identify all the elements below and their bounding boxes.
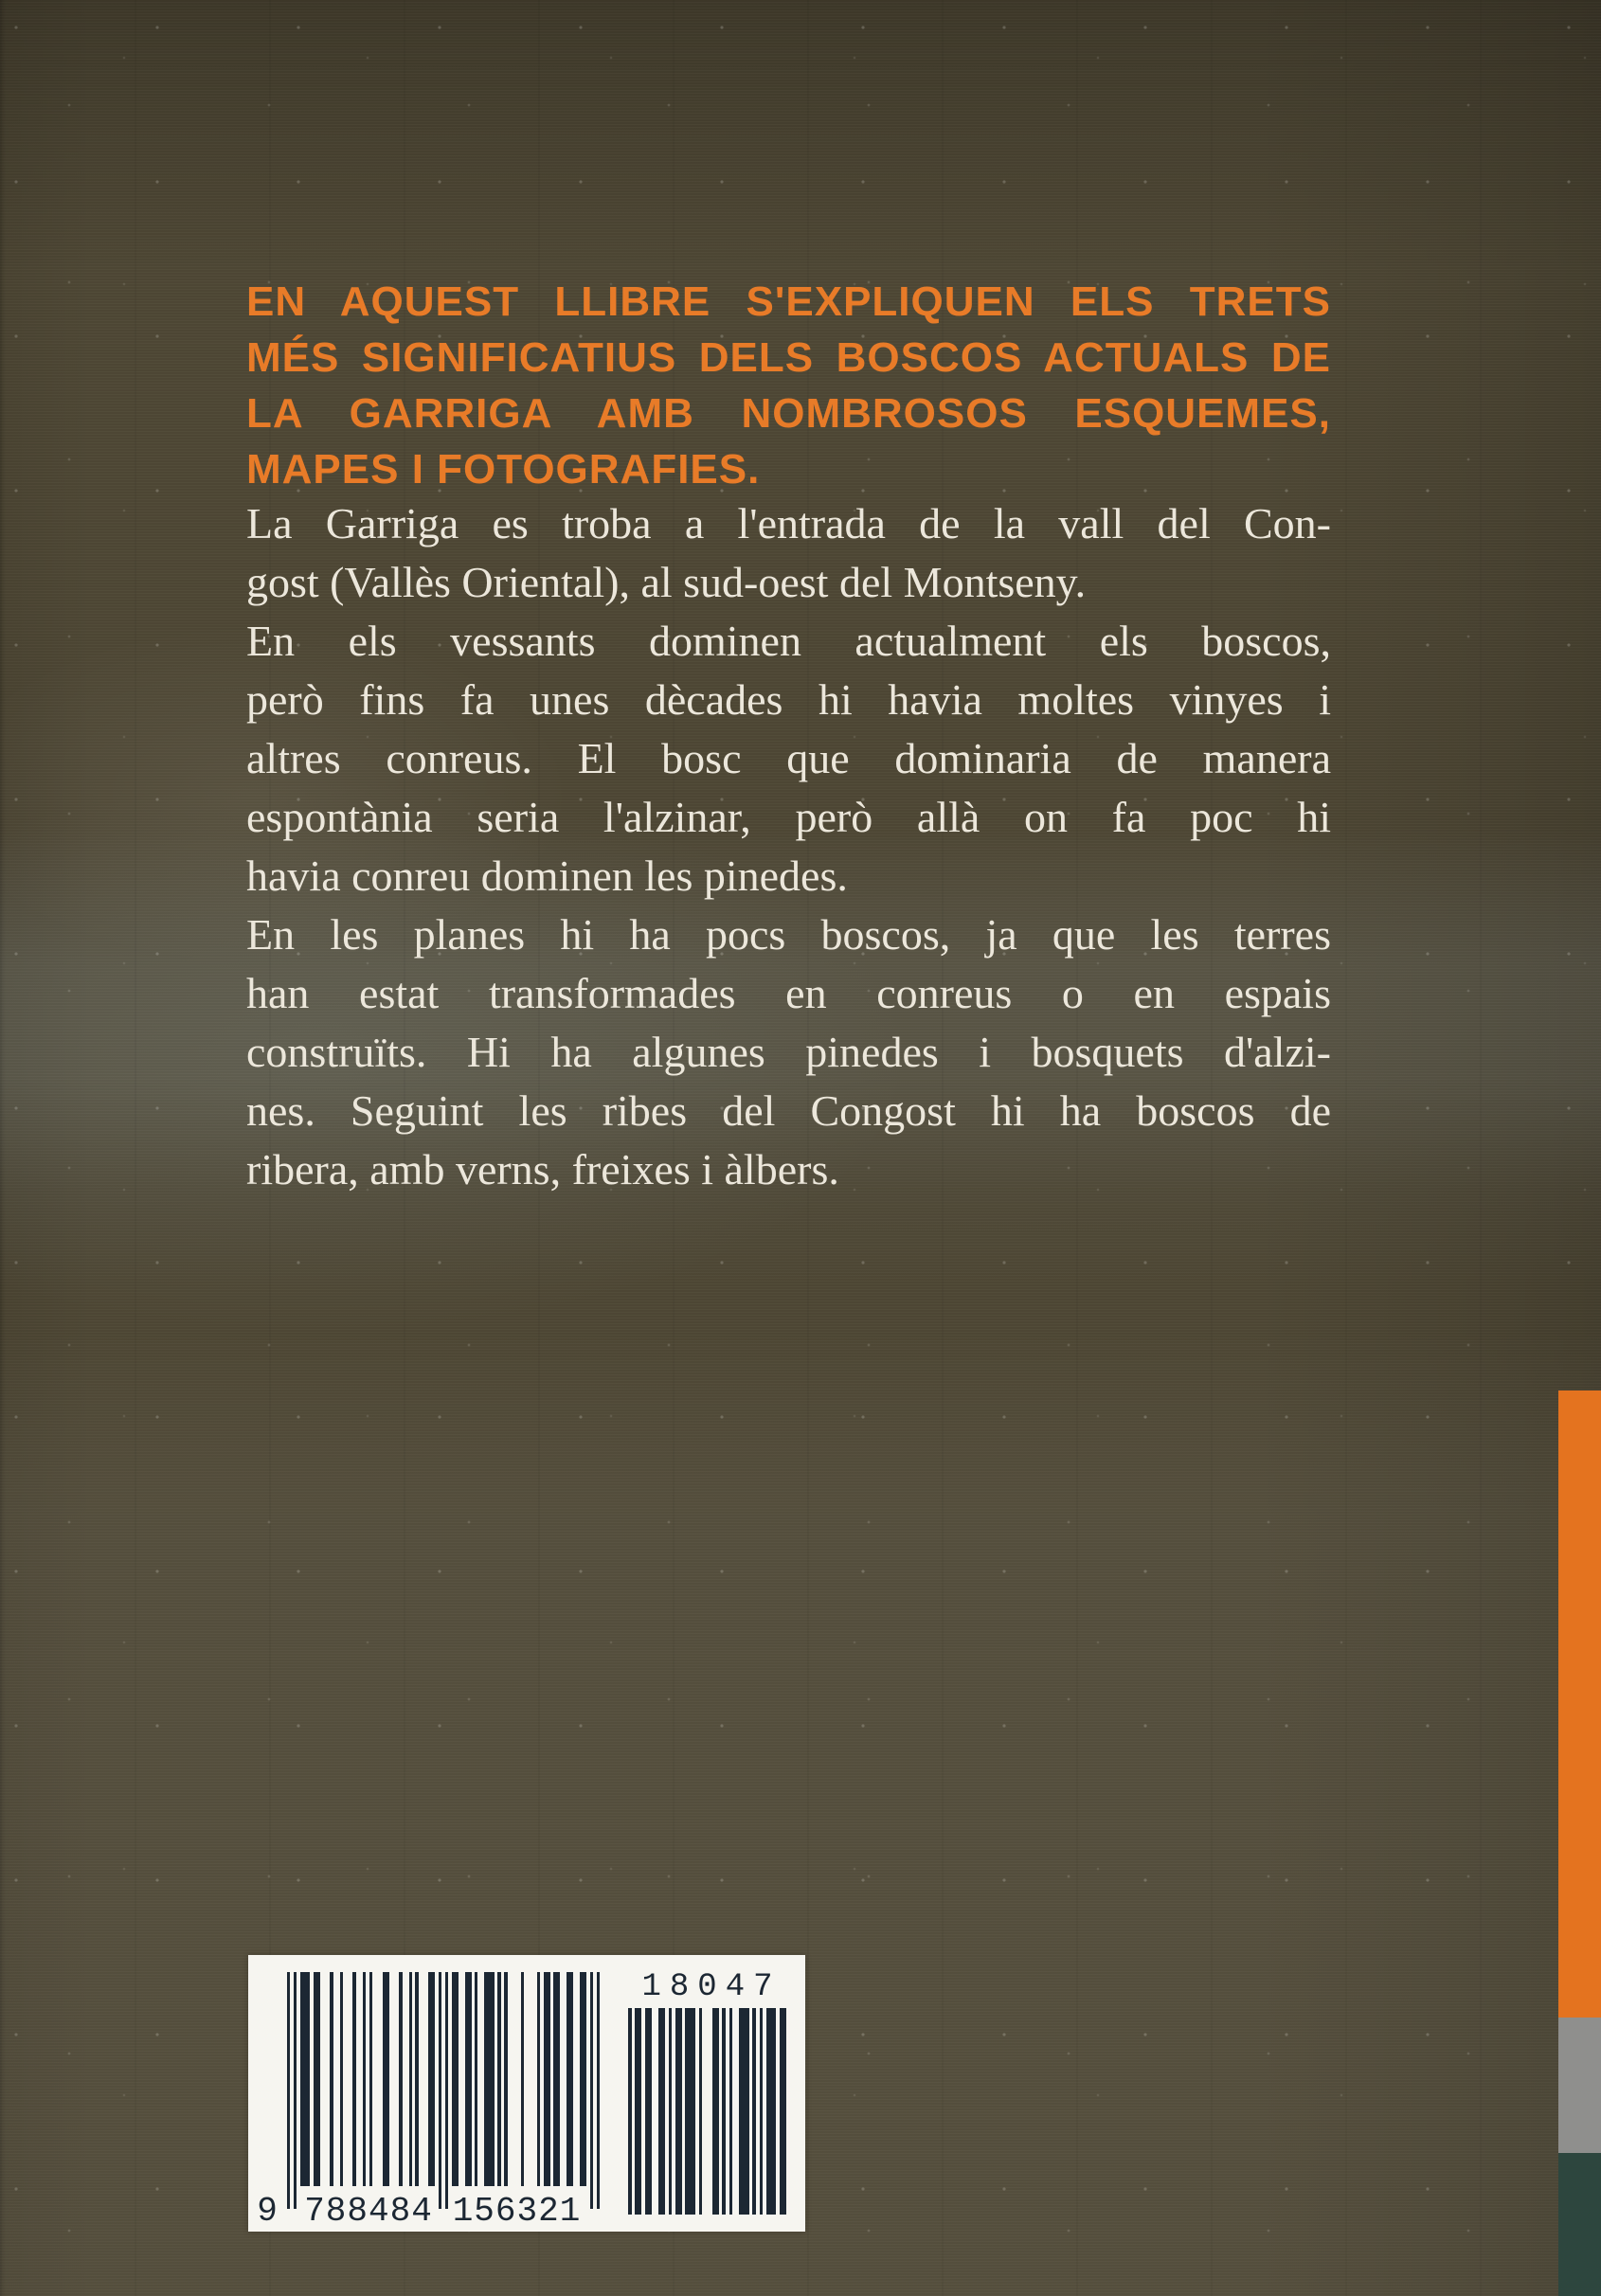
- headline-line: MÉS SIGNIFICATIUS DELS BOSCOS ACTUALS DE: [246, 334, 1331, 381]
- body-line: havia conreu dominen les pinedes.: [246, 852, 848, 900]
- body-line: altres conreus. El bosc que dominaria de manera: [246, 734, 1331, 782]
- barcode-bar: [739, 2008, 749, 2215]
- barcode-bar: [544, 1972, 550, 2186]
- body-line: però fins fa unes dècades hi havia moltes vinyes i: [246, 675, 1331, 724]
- barcode-bar: [729, 2008, 733, 2215]
- body-line: En les planes hi ha pocs boscos, ja que les terres: [246, 910, 1331, 959]
- barcode-bar: [314, 1972, 320, 2186]
- barcode-bar: [330, 1972, 333, 2186]
- barcode-bar: [780, 2008, 786, 2215]
- body-text-block: [246, 494, 1331, 1199]
- barcode-bar: [635, 2008, 641, 2215]
- body-line: construïts. Hi ha algunes pinedes i bosquets d'alzi-: [246, 1028, 1331, 1076]
- barcode-bar: [497, 1972, 500, 2186]
- barcode-bar: [439, 1972, 441, 2209]
- barcode-bar: [567, 1972, 573, 2186]
- headline-line: EN AQUEST LLIBRE S'EXPLIQUEN ELS TRETS: [246, 278, 1331, 325]
- barcode-bar: [712, 2008, 719, 2215]
- edge-stripe-teal: [1558, 2153, 1601, 2296]
- barcode-bar: [752, 2008, 756, 2215]
- barcode-bar: [658, 2008, 665, 2215]
- barcode-bar: [537, 1972, 540, 2186]
- barcode-bar: [760, 2008, 764, 2215]
- edge-stripe-gray: [1558, 2018, 1601, 2153]
- barcode-bar: [484, 1972, 494, 2186]
- body-line: espontània seria l'alzinar, però allà on fa poc hi: [246, 793, 1331, 841]
- barcode-bar: [669, 2008, 673, 2215]
- barcode-bar: [415, 1972, 418, 2186]
- addon-number: 18047: [641, 1969, 782, 2005]
- barcode-bar: [363, 1972, 366, 2186]
- barcode-bar: [675, 2008, 682, 2215]
- barcode-bar: [399, 1972, 402, 2186]
- barcode-bar: [475, 1972, 477, 2186]
- headline-block: [246, 274, 1331, 497]
- barcode-bar: [628, 2008, 632, 2215]
- barcode-bar: [352, 1972, 355, 2186]
- barcode-bar: [409, 1972, 412, 2186]
- ean13-barcode: [287, 1972, 600, 2226]
- ean-digit-group-1: 9: [257, 2192, 278, 2231]
- barcode-bar: [553, 1972, 560, 2186]
- body-line: han estat transformades en conreus o en espais: [246, 969, 1331, 1017]
- barcode-bar: [383, 1972, 389, 2186]
- barcode-bar: [445, 1972, 448, 2209]
- barcode-bar: [504, 1972, 507, 2186]
- barcode-bar: [590, 1972, 593, 2209]
- edge-stripe-orange: [1558, 1390, 1601, 2018]
- barcode-label: [248, 1955, 805, 2232]
- barcode-bar: [369, 1972, 372, 2186]
- barcode-bar: [452, 1972, 459, 2186]
- headline-line: MAPES I FOTOGRAFIES.: [246, 446, 761, 493]
- addon-barcode: [628, 2008, 786, 2215]
- body-line: La Garriga es troba a l'entrada de la vall del Con-: [246, 499, 1331, 547]
- headline-line: LA GARRIGA AMB NOMBROSOS ESQUEMES,: [246, 390, 1331, 437]
- barcode-bar: [685, 2008, 695, 2215]
- body-line: nes. Seguint les ribes del Congost hi ha boscos de: [246, 1086, 1331, 1135]
- barcode-bar: [699, 2008, 703, 2215]
- body-line: ribera, amb verns, freixes i àlbers.: [246, 1145, 839, 1193]
- barcode-bar: [428, 1972, 435, 2186]
- barcode-bar: [766, 2008, 777, 2215]
- barcode-bar: [294, 1972, 297, 2209]
- body-line: gost (Vallès Oriental), al sud-oest del Montseny.: [246, 558, 1087, 606]
- ean-digit-group-3: 156321: [452, 2192, 582, 2231]
- barcode-bar: [521, 1972, 524, 2186]
- barcode-bar: [645, 2008, 652, 2215]
- ean-digit-group-2: 788484: [304, 2192, 433, 2231]
- barcode-bar: [300, 1972, 310, 2186]
- barcode-bar: [340, 1972, 343, 2186]
- barcode-bar: [597, 1972, 600, 2209]
- barcode-bar: [580, 1972, 586, 2186]
- barcode-bar: [465, 1972, 472, 2186]
- body-line: En els vessants dominen actualment els boscos,: [246, 617, 1331, 665]
- barcode-bar: [722, 2008, 726, 2215]
- barcode-bar: [287, 1972, 290, 2209]
